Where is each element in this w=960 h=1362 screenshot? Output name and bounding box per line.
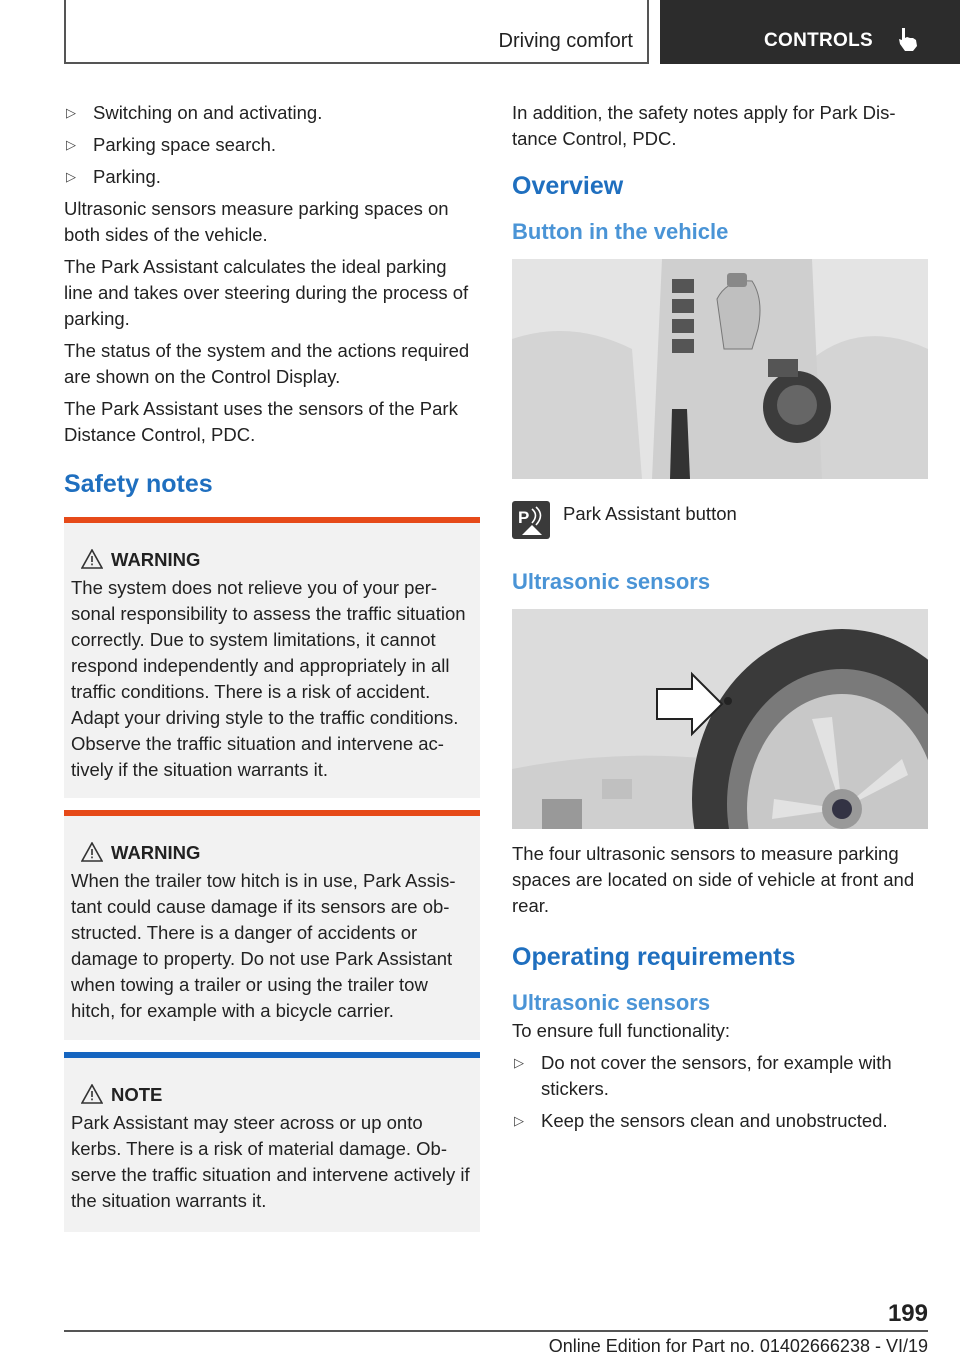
safety-notes-heading: Safety notes (64, 470, 213, 498)
sensors-heading: Ultrasonic sensors (512, 569, 711, 594)
warning-text: When the trailer tow hitch is in use, Park Assistant could cause damage if its sensors are obstructed. There is a danger of accidents or damage to property. Do not use Park Assistant when towing a trailer or using the trailer tow hitch, for example with a bicycle carrier. (71, 870, 456, 1021)
chapter-title: CONTROLS (764, 30, 874, 51)
intro-paragraph: In addition, the safety notes apply for Park Distance Control, PDC. (512, 102, 896, 149)
triangle-bullet-icon: ▷ (66, 169, 76, 184)
paragraph: The status of the system and the actions required are shown on the Control Display. (64, 340, 470, 387)
svg-text:P: P (518, 508, 530, 527)
overview-heading: Overview (512, 172, 624, 200)
list-item: ▷ Switching on and activating. (64, 100, 480, 126)
warning-triangle-icon (81, 842, 103, 862)
note-box (64, 1052, 480, 1232)
pointing-hand-icon (896, 26, 922, 52)
ultrasonic-sensor-photo (512, 609, 928, 829)
triangle-bullet-icon: ▷ (514, 1113, 524, 1128)
note-label: NOTE (71, 1082, 474, 1108)
sensors-paragraph: The four ultrasonic sensors to measure parking spaces are located on side of vehicle at front and rear. (512, 843, 915, 916)
park-assistant-icon (512, 501, 550, 539)
left-column (64, 100, 480, 1232)
edition-footer: Online Edition for Part no. 01402666238 - VI/19 (548, 1336, 928, 1356)
paragraph: The Park Assistant calculates the ideal parking line and takes over steering during the process of parking. (64, 256, 469, 329)
triangle-bullet-icon: ▷ (66, 137, 76, 152)
warning-triangle-icon (81, 1084, 103, 1104)
triangle-bullet-icon: ▷ (514, 1055, 524, 1070)
operating-intro: To ensure full functionality: (512, 1020, 731, 1041)
footer-divider (64, 1330, 928, 1332)
warning-box (64, 517, 480, 798)
center-console-photo (512, 259, 928, 479)
section-title: Driving comfort (498, 30, 633, 52)
list-item: ▷ Keep the sensors clean and unobstructed. (512, 1108, 928, 1134)
warning-label: WARNING (71, 547, 474, 573)
section-tab (64, 0, 649, 64)
triangle-bullet-icon: ▷ (66, 105, 76, 120)
paragraph: The Park Assistant uses the sensors of the Park Distance Control, PDC. (64, 398, 458, 445)
operating-heading: Operating requirements (512, 943, 796, 971)
operating-subheading: Ultrasonic sensors (512, 990, 711, 1015)
warning-label: WARNING (71, 840, 474, 866)
note-text: Park Assistant may steer across or up onto kerbs. There is a risk of material damage. Observe the traffic situation and intervene actively if the situation warrants it. (71, 1112, 470, 1211)
list-item: ▷ Do not cover the sensors, for example with stickers. (514, 1052, 892, 1099)
page-number: 199 (887, 1300, 928, 1327)
list-item: ▷ Parking. (64, 164, 480, 190)
figure-caption: P Park Assistant button (512, 497, 928, 541)
warning-triangle-icon (81, 549, 103, 569)
warning-text: The system does not relieve you of your personal responsibility to assess the traffic situation correctly. Due to system limitations, it cannot respond independently and appropriately in all traffic conditions. There is a risk of accident. Adapt your driving style to the traffic conditions. Observe the traffic situation and intervene actively if the situation warrants it. (71, 577, 466, 780)
paragraph: Ultrasonic sensors measure parking spaces on both sides of the vehicle. (64, 198, 449, 245)
warning-box (64, 810, 480, 1040)
right-column (512, 100, 928, 1140)
button-heading: Button in the vehicle (512, 219, 729, 244)
chapter-tab (660, 0, 960, 64)
page-header (0, 0, 960, 66)
list-item: ▷ Parking space search. (64, 132, 480, 158)
